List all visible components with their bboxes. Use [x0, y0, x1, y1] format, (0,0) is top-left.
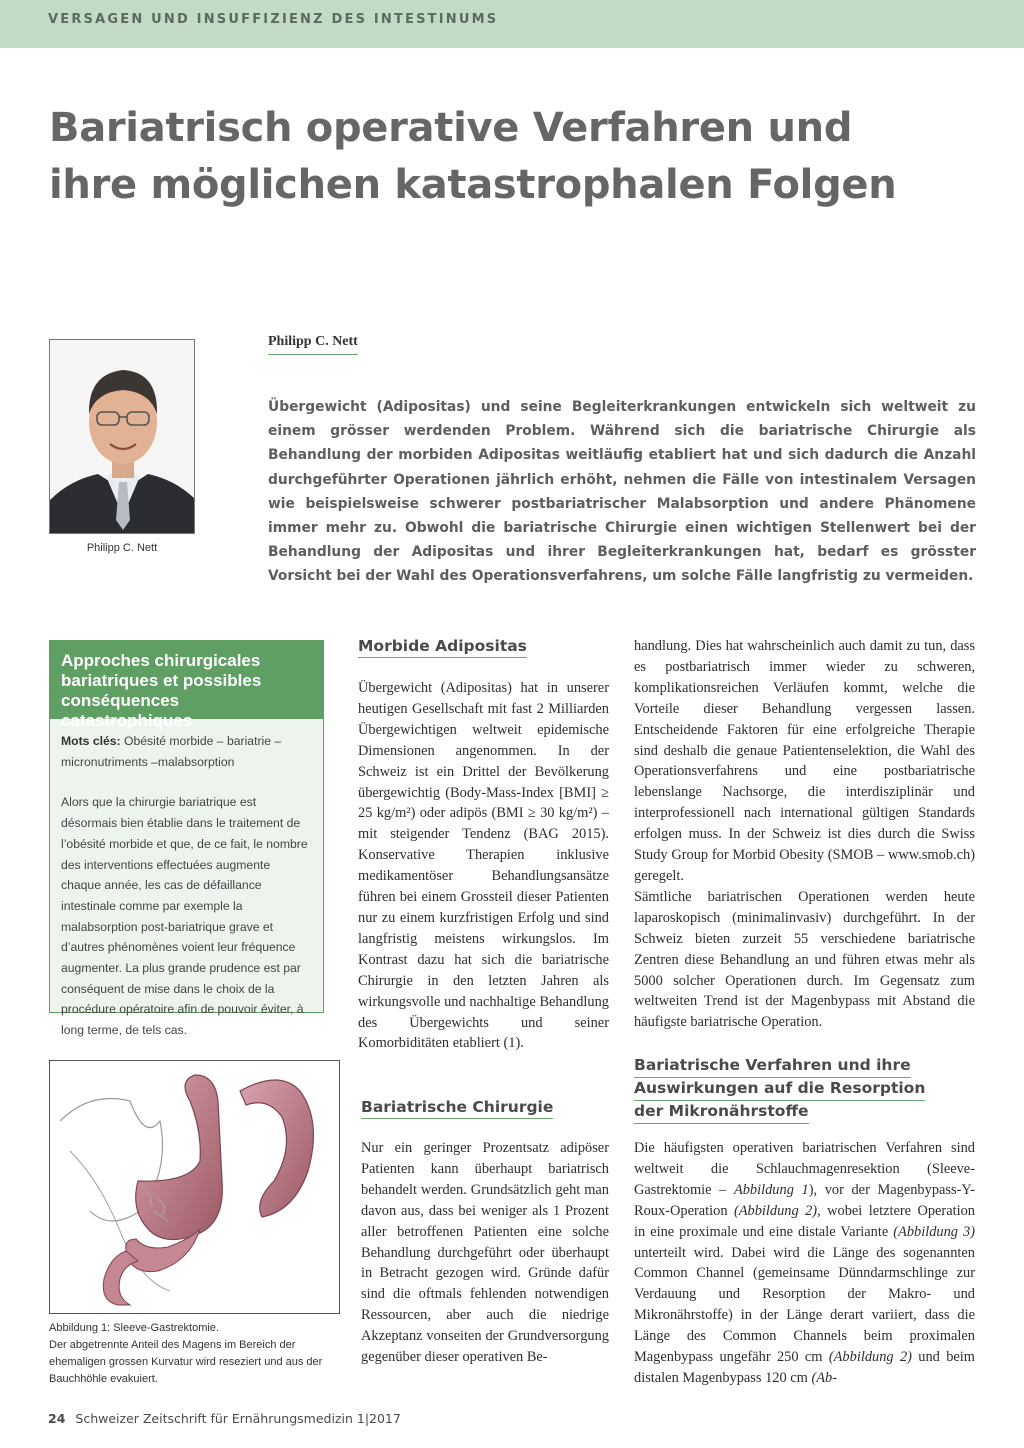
- french-summary-box: [49, 640, 324, 1038]
- col3-paragraph-1: handlung. Dies hat wahrscheinlich auch damit zu tun, dass es postbariatrisch immer wieder zu schweren, komplikationsreichen Verläufen kommt, welche die Vorteile dieser Behandlung vergessen lassen. Entscheidende Faktoren für eine erfolgreiche Therapie sind deshalb die genaue Patientenselektion, die Wahl des Operationsverfahrens und eine postbariatrische lebenslange Nachsorge, die interdisziplinär und interprofessionell nach international gültigen Standards erfolgen muss. In der Schweiz ist dies durch die Swiss Study Group for Morbid Obesity (SMOB – www.smob.ch) geregelt.: [634, 638, 975, 884]
- portrait-caption: Philipp C. Nett: [86, 542, 158, 554]
- column-right-text: [634, 636, 975, 1033]
- column-chirurgie-text: [361, 1138, 609, 1368]
- author-name: Philipp C. Nett: [268, 334, 358, 355]
- morbide-paragraph: Übergewicht (Adipositas) hat in unserer heutigen Gesellschaft mit fast 2 Milliarden Übergewichtigen weltweit epidemische Dimensionen angenommen. In der Schweiz ist ein Drittel der Bevölkerung übergewichtig (Body-Mass-Index [BMI] ≥ 25 kg/m²) oder adipös (BMI ≥ 30 kg/m²) – mit steigender Tendenz (BAG 2015). Konservative Therapien inklusive medikamentöser Behandlungsansätze führen bei einem Grossteil dieser Patienten nur zu einem kurzfristigen Erfolg und sind langfristig meistens wirkungslos. Im Kontrast dazu hat sich die bariatrische Chirurgie in den letzten Jahren als wirkungsvolle und nachhaltige Behandlung des Übergewichts und seiner Komorbiditäten etabliert (1).: [358, 680, 609, 1052]
- page-footer: [48, 1411, 401, 1426]
- keywords-text: Obésité morbide – bariatrie – micronutriments –malabsorption: [61, 734, 282, 769]
- heading-bariatrische-chirurgie: Bariatrische Chirurgie: [361, 1097, 553, 1118]
- keywords-label: Mots clés:: [61, 734, 121, 748]
- figure-sleeve-gastrectomy: [49, 1060, 340, 1314]
- section-header-band: [0, 0, 1024, 48]
- figure-ref-2: (Abbildung 2): [733, 1202, 818, 1219]
- title-line-1: Bariatrisch operative Verfahren und: [49, 105, 853, 151]
- author-portrait: [49, 339, 195, 534]
- french-summary-text: Alors que la chirurgie bariatrique est désormais bien établie dans le traitement de l’obésité morbide et que, de ce fait, le nombre des interventions effectuées augmente chaque année, les cas de défaillance intestinale comme par exemple la malabsorption post-bariatrique grave et d’autres phénomènes voient leur fréquence augmenter. La plus grande prudence est par conséquent de mise dans le choix de la procédure opératoire afin de pouvoir éviter, à long terme, de tels cas.: [61, 795, 308, 1038]
- figure-caption-title: Abbildung 1: Sleeve-Gastrektomie.: [49, 1322, 219, 1334]
- page-number: 24: [48, 1411, 66, 1426]
- figure-ref-4: (Abbildung 2): [828, 1349, 912, 1366]
- heading-morbide-adipositas: Morbide Adipositas: [358, 636, 527, 657]
- author-portrait-illustration: [50, 340, 195, 534]
- french-summary-body: [50, 719, 323, 1041]
- figure-caption: [49, 1320, 340, 1388]
- figure-ref-3: (Abbildung 3): [893, 1223, 975, 1240]
- title-line-2: ihre möglichen katastrophalen Folgen: [49, 162, 897, 208]
- figure-ref-5: (Ab-: [811, 1369, 838, 1386]
- figure-ref-1: Abbildung 1: [733, 1181, 809, 1198]
- figure-caption-text: Der abgetrennte Anteil des Magens im Bereich der ehemaligen grossen Kurvatur wird reseziert und aus der Bauchhöhle evakuiert.: [49, 1339, 323, 1385]
- column-morbide-text: [358, 678, 609, 1054]
- journal-name: Schweizer Zeitschrift für Ernährungsmedizin 1|2017: [75, 1411, 401, 1426]
- verfahren-paragraph: Die häufigsten operativen bariatrischen Verfahren sind weltweit die Schlauchmagenresektion (Sleeve-Gastrektomie – Abbildung 1), vor der Magenbypass-Y-Roux-Operation (Abbildung 2), wobei letztere Operation in eine proximale und eine distale Variante (Abbildung 3) unterteilt wird. Dabei wird die Länge des sogenannten Common Channel (gemeinsame Dünndarmschlinge zur Verdauung und Resorption der Makro- und Mikronährstoffe) in der Länge derart variiert, dass die Länge des Common Channels beim proximalen Magenbypass ungefähr 250 cm (Abbildung 2) und beim distalen Magenbypass 120 cm (Ab-: [634, 1140, 975, 1386]
- article-title: [49, 100, 969, 214]
- chirurgie-paragraph: Nur ein geringer Prozentsatz adipöser Patienten kann überhaupt bariatrisch behandelt werden. Grundsätzlich geht man davon aus, dass bei weniger als 1 Prozent aller betroffenen Patienten eine solche Behandlung durchgeführt oder überhaupt in Betracht gezogen wird. Gründe dafür sind die oftmals fehlenden notwendigen Ressourcen, aber auch die niedrige Akzeptanz vonseiten der Grundversorgung gegenüber dieser operativen Be-: [361, 1140, 609, 1366]
- french-summary-title: Approches chirurgicales bariatriques et possibles conséquences catastrophiques: [50, 641, 323, 719]
- col3-paragraph-2: Sämtliche bariatrischen Operationen werden heute laparoskopisch (minimalinvasiv) durchgeführt. In der Schweiz bieten zurzeit 55 verschiedene bariatrische Zentren diese Behandlung an und führen etwas mehr als 5000 solcher Operationen durch. Im Gegensatz zum weltweiten Trend ist der Magenbypass mit Abstand die häufigste bariatrische Operation.: [634, 888, 975, 1031]
- heading-bariatrische-verfahren: Bariatrische Verfahren und ihre Auswirkungen auf die Resorption der Mikronährstoffe: [634, 1055, 934, 1124]
- section-label: VERSAGEN UND INSUFFIZIENZ DES INTESTINUMS: [48, 12, 499, 27]
- abstract: Übergewicht (Adipositas) und seine Begleiterkrankungen entwickeln sich weltweit zu einem grösser werdenden Problem. Während sich die bariatrische Chirurgie als Behandlung der morbiden Adipositas weitläufig etabliert hat und sich dadurch die Anzahl durchgeführter Operationen jährlich erhöht, nehmen die Fälle von intestinalem Versagen wie beispielsweise schwerer postbariatrischer Malabsorption und andere Phänomene immer mehr zu. Obwohl die bariatrische Chirurgie einen wichtigen Stellenwert bei der Behandlung der Adipositas und ihrer Begleiterkrankungen hat, bedarf es grösster Vorsicht bei der Wahl des Operationsverfahrens, um solche Fälle langfristig zu vermeiden.: [268, 399, 976, 585]
- keywords: [61, 731, 313, 772]
- column-verfahren-text: [634, 1138, 975, 1389]
- stomach-illustration: [50, 1061, 341, 1315]
